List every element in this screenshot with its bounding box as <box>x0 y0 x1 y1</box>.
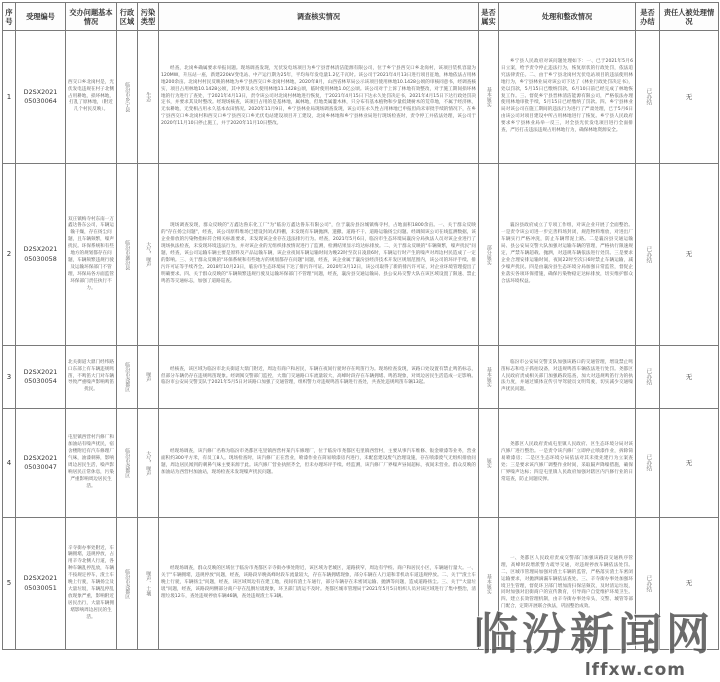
cell-no: 4 <box>3 409 16 518</box>
cell-closed-text: 已办结 <box>644 245 651 264</box>
cell-verified-text: 属实 <box>485 458 492 468</box>
table-header-row <box>3 3 719 31</box>
complaint-table <box>2 2 719 650</box>
cell-investigation: 经查，北岗乡确属要求举报问题。现场调查发现，光伏发电场项目为乡宁县晋林清洁能源有限公司，位于乡宁县西交口乡北岗村，该项目装机容量为120MW，升压站一座，新建220kV变电站、中产运行期为25年，平均每年发电量1.2亿千瓦时。该公司于2021年4月13日进行项目征地，林地依法占用林地200余亩。北岗村村民反映的林地为乡宁县西交口乡北岗村林地，2020年8月，山西省林草局公示该项目使用林地10.1428公顷的审核同意书，经调查核实，项目占用林地10.1428公顷，其中涉及永久使用林地11.1428公顷，临时使用林地1.0亿公顷。该公司对于上诉了林地有效整改，对于施工期间损坏林地的行为进行了查处，于2021年4月13日，责令该公司对北岗村林地进行恢复，于2021年4月15日下达永久处罚决定书，2021年4月15日下达行政处罚决定书，并要求其及时整改。经现场核查，该项目占用的是基林地，属林地，但地类属灌木林，只分布有基本植物和少量低矮树木的荒草地，不属于经济林，无农耕地，无变相占用永久基本农田情况。2020年11月9日，乡宁县林业局现场调查发现，该公司在永久性占用林地已申报但尚未审批手续的情况下，在乡宁县西交口乡北岗村和西交口乡宁县西交口乡光伏电站建设项目开工建设，北岗乡林地和乡宁县林业局进行现场检查时，责令停工并依法处理，该公司于2020年11月10日停止施工，并于2020年11月10日整改。 <box>159 31 479 164</box>
cell-handling: 乡宁县人民政府对该问题处理如下：一、已于2021年5月6日立案，给予责令停止违法行为，恢复原状的行政处罚，依法追究法律责任。二、由于乡宁县北岗村光伏电站项目的违法使用林地行为，乡宁县林业局对该公司下达了《林业行政处罚决定书》，处以罚款，5月15日已缴纳罚款，6月10日前已经完成了林地恢复工作。三、督促乡宁县晋林清洁能源有限公司，严格依法办理使用林地审批手续，5月15日已经缴纳了罚款。四、乡宁县林业局对该公司在施工期间的违法行为进行了严肃处理，已于5月6日由该公司对项目建设中所占用林地进行了恢复。乡宁县人民政府要求乡宁县林业局举一反三，对全县光伏发电项目进行全面排查，严厉打击违法违规占用林地行为，确保林地资源安全。 <box>499 31 636 164</box>
cell-issue: 屯里镇西营村汽修厂和加油站有噪声扰民，宿舍楼附近有汽车修理厂气味，油漆刺鼻，影响周边居民生活，噪声影响居民正常休息，污染严重影响周边居民生活。 <box>66 409 117 518</box>
header-no: 序号 <box>3 3 16 31</box>
header-investigation: 调查核实情况 <box>159 3 479 31</box>
cell-id: D2SX2021 05030054 <box>16 346 66 409</box>
cell-verified-text: 部分属实 <box>485 244 492 265</box>
cell-area-text: 临汾市乡宁县 <box>124 82 131 112</box>
header-accountability: 责任人被处理情况 <box>660 3 719 31</box>
cell-handling: 襄汾县政府成立了专项工作组，对该企业开展了全面整治。一是责令该公司进一步完善料场封闭，规范物料堆放，对进出厂车辆实行严格冲洗，防止车辆带泥上路。二是襄汾县交通运输局、县公安局交警大队加强对运输车辆的管理，严格执行限速规定，严禁车辆超载、抛洒，对违规车辆依法进行处罚。三是要求企业合理安排运输时间，夜间22时至次日6时禁止车辆运输，减少噪声扰民。四是由襄汾县生态环境分局加强日常监管，督促企业落实各项环保措施，确保污染物稳定达标排放，切实维护群众合法环境权益。 <box>499 164 636 346</box>
watermark-url: lffxw.com <box>584 660 686 680</box>
cell-id: D2SX2021 05030047 <box>16 409 66 518</box>
cell-issue: 北关街道大鼎门经纬路口东部上有车辆违规鸣笛，不鸣笛大门对车辆导致严重噪声影响鸣笛扰民。 <box>66 346 117 409</box>
watermark-logo: 临汾新闻网 <box>474 609 714 660</box>
cell-investigation: 经现场调查，群众反映的区域位于临汾市尧都区辛寺街办事处附近，该区域为老城区，道路狭窄，周边有学校、商户和居民小区，车辆通行量大。一、关于"车辆拥堵，违规停放"问题，经查，该路段早晚高峰时段车流量较大，存在车辆拥堵现象，部分车辆在人行道和非机动车道违规停放。二、关于"渣土车晚上行驶，车辆扬尘"问题，经查，该区域周边有在建工地，夜间有渣土车通行，部分车辆存在未密闭运输、抛洒等问题，造成道路扬尘。三、关于"大量垃圾"问题，经查，该路段两侧部分商户存在乱倒垃圾现象，环卫部门清运不及时。尧都区城市管理局于2021年5月5日组织人员对该区域进行了集中整治，清理垃圾12车，查处违规停放车辆46辆，查处违规渣土车3辆。 <box>159 518 479 650</box>
cell-verified <box>479 164 499 346</box>
cell-verified-text: 基本属实 <box>485 573 492 594</box>
table-row <box>3 409 719 518</box>
table-row <box>3 31 719 164</box>
table-row <box>3 164 719 346</box>
table-row <box>3 346 719 409</box>
cell-type <box>138 31 159 164</box>
cell-id: D2SX2021 05030058 <box>16 164 66 346</box>
table-body <box>3 31 719 650</box>
cell-investigation: 现场调查发现，群众反映的"万鑫达鲁东化工厂"为"临汾万鑫达鲁东有限公司"，位于襄汾县汾城镇梅寺村，占地面积1800余亩。一、关于群众反映的"存在扬尘问题"，经查，该公司原料堆场已建设封闭式料棚，未发现有车辆抛洒、遗撒、道路不干、道路运输扬尘问题。经调阅该公司在线监测数据，该企业排放的污染物指标符合相关标准要求，未发现该企业存在违法排污行为。经查，2021年5月6日，临汾市生态环境局襄汾分局执法人员对该企业进行了现场执法检查，未发现环境违法行为，并对该企业的无组织排放情况进行了监测，检测结果显示均达标排放。二、关于群众反映的"车辆频繁，噪声扰民"问题，经查，该公司运输车辆主要是原料及产品运输车辆，该企业夜间车辆运输时间为晚22时至次日凌晨6时，车辆运行时产生的噪声对周边村民造成了一定的影响。三、关于群众反映的"环保系统和有些地方的规划都存在问题"问题，经查，该企业属于襄汾县经济技术开发区规划范围内，该公司的环评手续、排污许可证等手续齐全。2018年10月23日，临汾市生态环境局下达了排污许可证。2020年3月12日，该公司取得了新的排污许可证，对企业环境管理提出了明确要求。四、关于群众反映的"车辆频繁违规行驶及运输环保部门不管理"问题，经查，襄汾县交通运输局、县公安局交警大队在该区域设置了限速、禁止鸣笛等交通标志，加强了道路巡查。 <box>159 164 479 346</box>
cell-issue: 辛寺街办事处附近，车辆拥堵，违规停放，占用辛寺北侧人行道，各种车辆乱停乱放，车辆不按规定停车，渣土车晚上行驶，车辆扬尘及大量垃圾，车辆乱停乱放现象严重，影响附近居民出行，大量车辆拥堵影响周边居民的生活。 <box>66 518 117 650</box>
header-id: 受理编号 <box>16 3 66 31</box>
complaint-table-page <box>2 2 719 650</box>
cell-closed <box>636 409 660 518</box>
cell-type <box>138 409 159 518</box>
header-type: 污染类型 <box>138 3 159 31</box>
cell-verified <box>479 346 499 409</box>
cell-area-text: 临汾市尧都区 <box>124 568 131 599</box>
cell-area-text: 临汾市尧都区 <box>124 362 131 392</box>
cell-type-text: 噪声、土壤 <box>145 571 152 596</box>
cell-closed-text: 已办结 <box>644 454 651 472</box>
cell-no: 3 <box>3 346 16 409</box>
header-handling: 处理和整改情况 <box>499 3 636 31</box>
cell-accountability: 无 <box>660 518 719 650</box>
cell-investigation: 经核查，该区域为临汾市北关街道大鼎门附近，周边有商户和居民，车辆在夜间行驶时存在鸣笛行为。现场检查发现，该路口处设置有禁止鸣笛标志，但部分车辆仍存在违规鸣笛现象。经调阅交警部门监控，大鼎门交通路口车流量较大，高峰时段存在车辆拥堵、鸣笛现象，对周边居民生活造成一定影响。临汾市公安局交警支队于2021年5月5日对该路口加强了交通管理，组织警力对违规鸣笛车辆进行查处，共查处违规鸣笛车辆13起。 <box>159 346 479 409</box>
cell-id: D2SX2021 05030064 <box>16 31 66 164</box>
cell-type-text: 大气、噪声 <box>145 242 152 267</box>
cell-area <box>117 346 138 409</box>
cell-area <box>117 164 138 346</box>
cell-no: 5 <box>3 518 16 650</box>
cell-closed <box>636 164 660 346</box>
cell-closed <box>636 346 660 409</box>
header-closed: 是否办结 <box>636 3 660 31</box>
cell-handling: 尧都区人民政府责成屯里镇人民政府、区生态环境分局对该汽修厂进行整治。一是责令该汽修厂立即停止喷漆作业，拆除简易喷漆房；二是区生态环境分局依法对其未批先建行为立案查处；三是要求该汽修厂调整作业时间，采取隔声降噪措施，确保厂界噪声达标；四是屯里镇人民政府加强对辖区内汽修行业的日常巡查，防止问题反弹。 <box>499 409 636 518</box>
cell-accountability: 无 <box>660 31 719 164</box>
cell-type-text: 噪声 <box>145 372 152 382</box>
cell-area <box>117 31 138 164</box>
cell-accountability: 无 <box>660 346 719 409</box>
cell-type <box>138 518 159 650</box>
cell-accountability: 无 <box>660 409 719 518</box>
cell-type <box>138 346 159 409</box>
cell-type-text: 大气、噪声 <box>145 450 152 476</box>
header-area: 行政区域 <box>117 3 138 31</box>
cell-handling: 临汾市公安局交警支队加强该路口的交通管理，增设禁止鸣笛标志和电子抓拍设备，对违规鸣笛车辆依法进行处罚。尧都区人民政府责成相关部门加强路段巡查，加大对违规鸣笛行为的执法力度，并通过媒体宣传引导驾驶员文明驾驶，切实减少交通噪声扰民问题。 <box>499 346 636 409</box>
cell-verified-text: 基本属实 <box>485 367 492 387</box>
cell-verified-text: 基本属实 <box>485 87 492 107</box>
cell-verified <box>479 409 499 518</box>
cell-type <box>138 164 159 346</box>
cell-closed <box>636 31 660 164</box>
cell-no: 2 <box>3 164 16 346</box>
header-issue: 交办问题基本情况 <box>66 3 117 31</box>
cell-closed-text: 已办结 <box>644 368 651 386</box>
cell-verified <box>479 31 499 164</box>
cell-closed-text: 已办结 <box>644 88 651 106</box>
cell-area <box>117 409 138 518</box>
cell-closed-text: 已办结 <box>644 574 651 593</box>
cell-area-text: 临汾市襄汾县 <box>124 239 131 270</box>
cell-investigation: 经现场调查，该汽修厂名称为临汾市尧都区屯里镇西营村某汽车修理厂，位于临汾市尧都区屯里镇西营村，主要从事汽车维修、钣金喷漆等业务，营业面积约300平方米，有员工8人。现场检查时，该汽修厂正在营业，喷漆作业在简易喷漆房内进行，未配套建设废气治理设施，存在喷漆废气无组织排放问题，周边居民闻到的刺鼻气味主要来源于此。该汽修厂营业执照齐全，但未办理环评手续。经监测，该汽修厂厂界噪声昼间超标，夜间未营业。群众反映的加油站为西营村加油站，现场检查未发现噪声扰民问题。 <box>159 409 479 518</box>
cell-id: D2SX2021 05030051 <box>16 518 66 650</box>
cell-accountability: 无 <box>660 164 719 346</box>
cell-issue: 西交口乡北岗村是，光伏发电违规在村子北侧占用耕地，损坏林地，打乱了原林地，（附近几个村民反映）。 <box>66 31 117 164</box>
cell-area-text: 临汾市尧都区 <box>124 448 131 478</box>
cell-no: 1 <box>3 31 16 164</box>
cell-area <box>117 518 138 650</box>
cell-issue: 双庄镇梅寺村东南一万鑫达鲁东公司，车辆运输干燥，存在扬尘问题，且车辆频繁，噪声扰民。环保系统和有些地方的规划都存在问题，车辆频繁违规行驶及运输环保部门不管理，环保局各方面监管环保部门责任执行不力。 <box>66 164 117 346</box>
cell-handling: 一、尧都区人民政府责成交警部门加强该路段交通秩序管理，高峰时段增派警力疏导交通，对违规停放车辆依法处罚。二、区城市管理局加强对渣土车辆的监管，严格落实渣土车密闭运输要求，对抛洒滴漏车辆依法查处。三、辛寺街办事处加强环境卫生管理，督促环卫部门增加清扫保洁频次，及时清运垃圾，同时加强对沿街商户的宣传教育，引导商户自觉维护环境卫生。四、建立长效管理机制，由辛寺街办事处牵头，交警、城管等部门配合，定期开展联合执法，巩固整治成效。 <box>499 518 636 650</box>
cell-type-text: 生态 <box>145 92 152 102</box>
header-verified: 是否属实 <box>479 3 499 31</box>
